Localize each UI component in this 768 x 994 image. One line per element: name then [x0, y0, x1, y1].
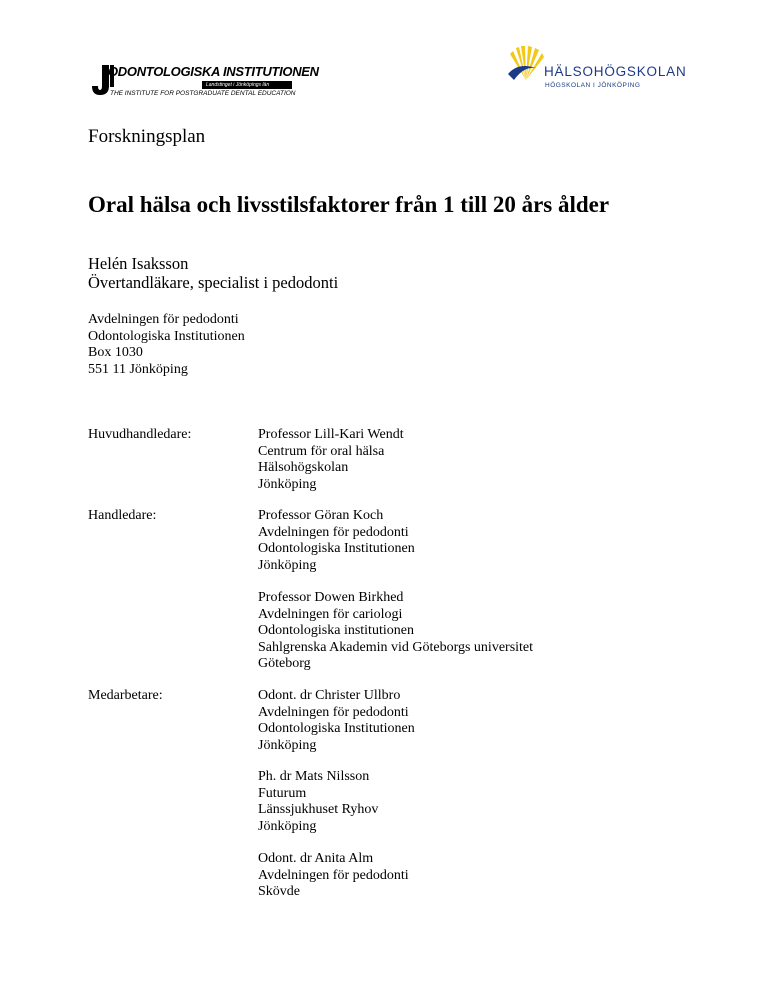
author-role: Övertandläkare, specialist i pedodonti — [88, 273, 339, 292]
person-line: Professor Göran Koch — [258, 508, 384, 523]
person-line: Centrum för oral hälsa — [258, 443, 385, 459]
odontologiska-institutionen-logo — [88, 64, 319, 98]
collaborators-label: Medarbetare: — [88, 688, 163, 703]
person-line: Jönköping — [258, 557, 317, 573]
address-line: 551 11 Jönköping — [88, 361, 188, 377]
person-line: Odont. dr Christer Ullbro — [258, 688, 401, 703]
person-line: Avdelningen för cariologi — [258, 606, 403, 622]
halsohogskolan-logo — [506, 44, 686, 104]
person-line: Länssjukhuset Ryhov — [258, 802, 379, 817]
collaborator-2-block — [258, 769, 378, 835]
collaborator-3-block — [258, 851, 409, 901]
person-line: Hälsohögskolan — [258, 460, 349, 475]
hhj-logo-subtitle: HÖGSKOLAN I JÖNKÖPING — [545, 82, 641, 89]
address-line: Box 1030 — [88, 345, 143, 360]
sunburst-icon — [506, 44, 546, 84]
main-supervisor-label: Huvudhandledare: — [88, 427, 192, 442]
document-type: Forskningsplan — [88, 126, 206, 147]
person-line: Avdelningen för pedodonti — [258, 867, 409, 883]
person-line: Jönköping — [258, 737, 317, 753]
person-line: Jönköping — [258, 476, 317, 492]
person-line: Professor Lill-Kari Wendt — [258, 427, 404, 442]
document-title: Oral hälsa och livsstilsfaktorer från 1 till 20 års ålder — [88, 192, 610, 217]
hhj-logo-title: HÄLSOHÖGSKOLAN — [544, 64, 687, 79]
person-line: Avdelningen för pedodonti — [258, 524, 409, 540]
oi-logo-bar: Landstinget i Jönköpings län — [202, 81, 292, 89]
person-line: Skövde — [258, 884, 300, 899]
oi-logo-subtitle: THE INSTITUTE FOR POSTGRADUATE DENTAL EDUCATION — [110, 90, 296, 97]
supervisor-1-block — [258, 508, 415, 574]
person-line: Odontologiska institutionen — [258, 623, 414, 638]
supervisor-2-block — [258, 590, 533, 673]
person-line: Odontologiska Institutionen — [258, 721, 415, 736]
supervisor-label: Handledare: — [88, 508, 157, 523]
address-block — [88, 312, 245, 378]
person-line: Avdelningen för pedodonti — [258, 704, 409, 720]
address-line: Odontologiska Institutionen — [88, 328, 245, 344]
person-line: Sahlgrenska Akademin vid Göteborgs universitet — [258, 639, 534, 655]
address-line: Avdelningen för pedodonti — [88, 312, 239, 327]
person-line: Odontologiska Institutionen — [258, 541, 415, 556]
person-line: Ph. dr Mats Nilsson — [258, 769, 370, 784]
oi-logo-title: ODONTOLOGISKA INSTITUTIONEN — [108, 64, 319, 79]
main-supervisor-block — [258, 427, 404, 493]
author-block — [88, 254, 338, 292]
person-line: Göteborg — [258, 656, 311, 671]
author-name: Helén Isaksson — [88, 254, 189, 273]
person-line: Jönköping — [258, 818, 317, 834]
person-line: Odont. dr Anita Alm — [258, 851, 374, 866]
person-line: Professor Dowen Birkhed — [258, 590, 404, 605]
collaborator-1-block — [258, 688, 415, 754]
person-line: Futurum — [258, 785, 307, 801]
